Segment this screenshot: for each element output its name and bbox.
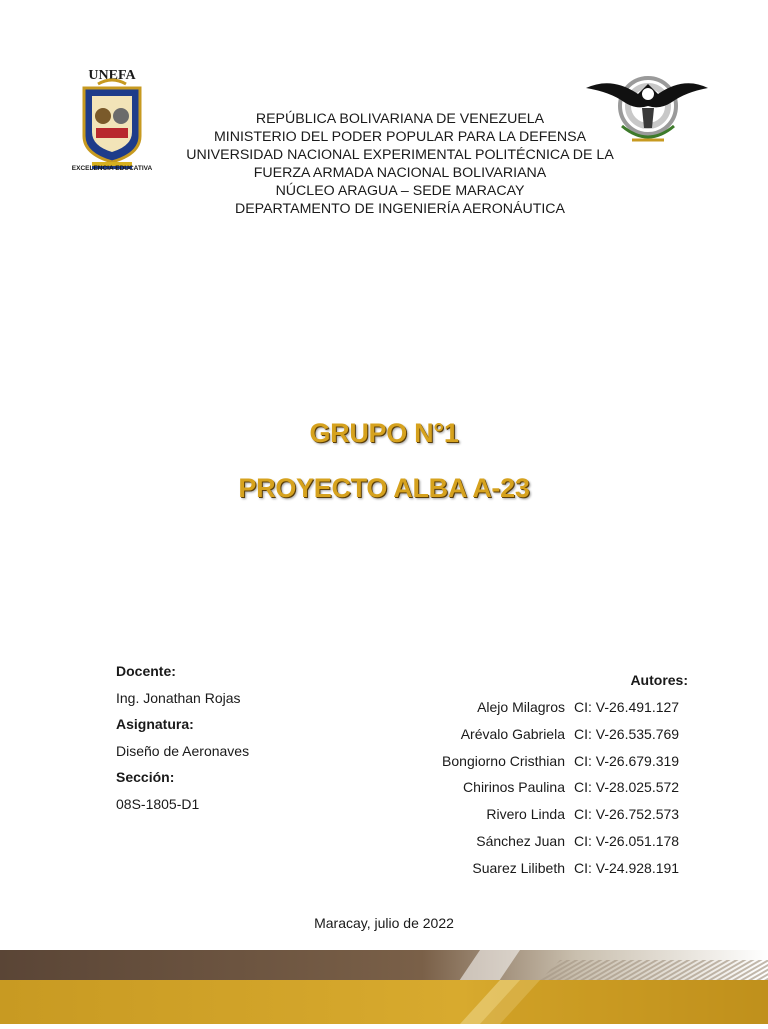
unefa-logo-text: UNEFA: [88, 68, 136, 83]
seccion-label: Sección:: [116, 769, 175, 785]
institution-header: [100, 110, 700, 218]
seccion-value: 08S-1805-D1: [116, 795, 200, 812]
docente-value: Ing. Jonathan Rojas: [116, 689, 241, 706]
author-ci: CI: V-28.025.572: [574, 779, 680, 796]
place-date: Maracay, julio de 2022: [314, 915, 454, 931]
author-row: [442, 805, 688, 832]
author-row: [442, 698, 688, 725]
header-line: DEPARTAMENTO DE INGENIERÍA AERONÁUTICA: [234, 201, 566, 217]
footer-decorative-band: [0, 950, 768, 1024]
author-row: [442, 725, 688, 752]
header-line: MINISTERIO DEL PODER POPULAR PARA LA DEFENSA: [213, 129, 587, 145]
header-line: NÚCLEO ARAGUA – SEDE MARACAY: [275, 183, 525, 199]
header-line: REPÚBLICA BOLIVARIANA DE VENEZUELA: [255, 111, 545, 127]
authors-list: [442, 698, 688, 886]
author-name: Arévalo Gabriela: [460, 725, 565, 742]
group-title: GRUPO N°1: [309, 418, 459, 448]
header-line: FUERZA ARMADA NACIONAL BOLIVARIANA: [253, 165, 547, 181]
author-row: [442, 832, 688, 859]
author-ci: CI: V-26.051.178: [574, 832, 680, 849]
author-name: Alejo Milagros: [477, 699, 565, 715]
unefa-logo-caption: EXCELENCIA EDUCATIVA: [71, 165, 153, 172]
author-ci: CI: V-26.535.769: [574, 725, 680, 742]
asignatura-label: Asignatura:: [116, 716, 194, 732]
author-row: [442, 859, 688, 886]
author-name: Bongiorno Cristhian: [442, 752, 565, 769]
project-title: PROYECTO ALBA A-23: [238, 473, 530, 503]
author-name: Chirinos Paulina: [463, 779, 565, 796]
course-info: [116, 662, 249, 821]
author-ci: CI: V-26.752.573: [574, 806, 680, 823]
author-row: [442, 778, 688, 805]
author-name: Suarez Lilibeth: [472, 859, 565, 876]
author-row: [442, 752, 688, 779]
author-ci: CI: V-26.491.127: [574, 699, 680, 715]
author-ci: CI: V-26.679.319: [574, 752, 680, 769]
author-ci: CI: V-24.928.191: [574, 859, 680, 876]
header-line: UNIVERSIDAD NACIONAL EXPERIMENTAL POLITÉCNICA DE LA: [186, 147, 614, 163]
author-name: Sánchez Juan: [476, 832, 565, 849]
asignatura-value: Diseño de Aeronaves: [116, 742, 250, 759]
docente-label: Docente:: [116, 663, 176, 679]
authors-label: Autores:: [630, 672, 688, 688]
author-name: Rivero Linda: [486, 806, 565, 823]
